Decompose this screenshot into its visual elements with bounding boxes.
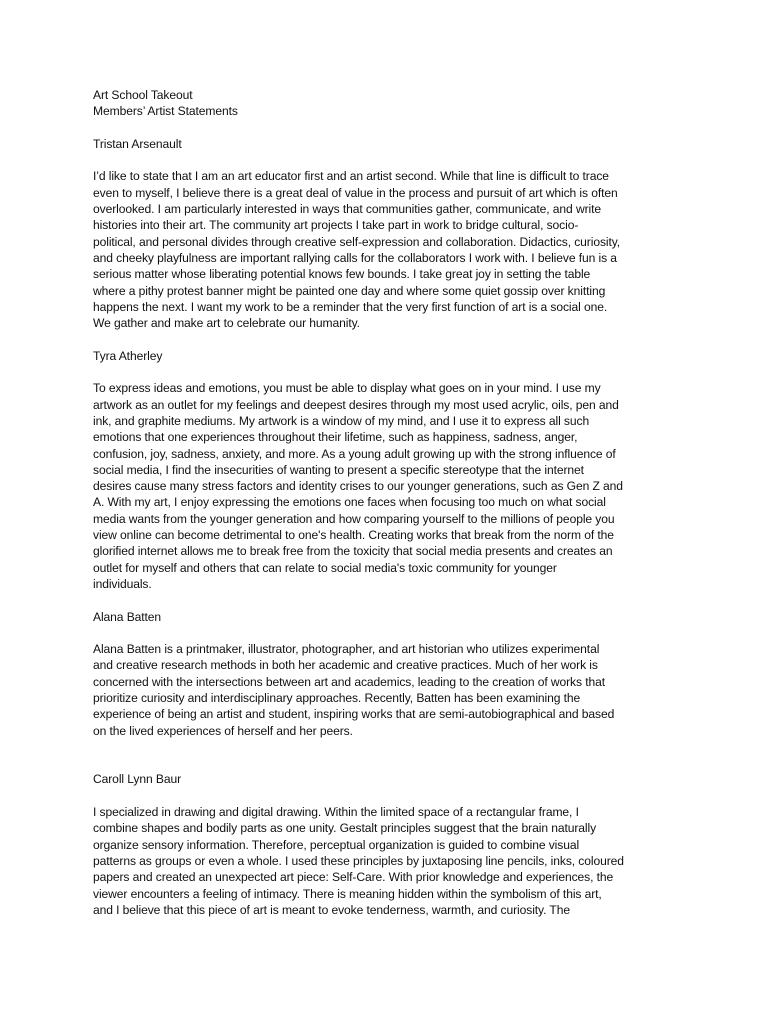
artist-statement-alana-batten: Alana Batten is a printmaker, illustrator, photographer, and art historian who utilizes experimental and creative research methods in both her academic and creative practices. Much of her work is concerned with the intersections between art and academics, leading to the creation of works that prioritize curiosity and interdisciplinary approaches. Recently, Batten has been examining the experience of being an artist and student, inspiring works that are semi-autobiographical and based on the lived experiences of herself and her peers. [93, 642, 615, 738]
artist-name-tyra-atherley: Tyra Atherley [93, 348, 163, 363]
document-title: Art School Takeout [93, 88, 193, 102]
artist-statement-caroll-lynn-baur: I specialized in drawing and digital drawing. Within the limited space of a rectangular frame, I combine shapes and bodily parts as one unity. Gestalt principles suggest that the brain naturally organize sensory information. Therefore, perceptual organization is guided to combine visual patterns as groups or even a whole. I used these principles by juxtaposing line pencils, inks, coloured papers and created an unexpected art piece: Self-Care. With prior knowledge and experiences, the viewer encounters a feeling of intimacy. There is meaning hidden within the symbolism of this art, and I believe that this piece of art is meant to evoke tenderness, warmth, and curiosity. The [93, 805, 624, 917]
artist-name-tristan-arsenault: Tristan Arsenault [93, 136, 182, 151]
document-body [93, 87, 693, 918]
artist-statement-tristan-arsenault: I’d like to state that I am an art educator first and an artist second. While that line is difficult to trace even to myself, I believe there is a great deal of value in the process and pursuit of art which is often overlooked. I am particularly interested in ways that communities gather, communicate, and write histories into their art. The community art projects I take part in work to bridge cultural, socio- political, and personal divides through creative self-expression and collaboration. Didactics, curiosity, and cheeky playfulness are important rallying calls for the collaborators I work with. I believe fun is a serious matter whose liberating potential knows few bounds. I take great joy in setting the table where a pithy protest banner might be painted one day and where some quiet gossip over knitting happens the next. I want my work to be a reminder that the very first function of art is a social one. We gather and make art to celebrate our humanity. [93, 169, 621, 331]
artist-name-caroll-lynn-baur: Caroll Lynn Baur [93, 772, 182, 787]
document-subtitle: Members’ Artist Statements [93, 104, 238, 119]
artist-name-alana-batten: Alana Batten [93, 609, 162, 624]
artist-statement-tyra-atherley: To express ideas and emotions, you must be able to display what goes on in your mind. I use my artwork as an outlet for my feelings and deepest desires through my most used acrylic, oils, pen and ink, and graphite mediums. My artwork is a window of my mind, and I use it to express all such emotions that one experiences throughout their lifetime, such as happiness, sadness, anger, confusion, joy, sadness, anxiety, and more. As a young adult growing up with the strong influence of social media, I find the insecurities of wanting to present a specific stereotype that the internet desires cause many stress factors and identity crises to our younger generations, such as Gen Z and A. With my art, I enjoy expressing the emotions one faces when focusing too much on what social media wants from the younger generation and how comparing yourself to the millions of people you view online can become detrimental to one's health. Creating works that break from the norm of the glorified internet allows me to break free from the toxicity that social media presents and creates an outlet for myself and others that can relate to social media's toxic community for younger individuals. [93, 381, 623, 591]
